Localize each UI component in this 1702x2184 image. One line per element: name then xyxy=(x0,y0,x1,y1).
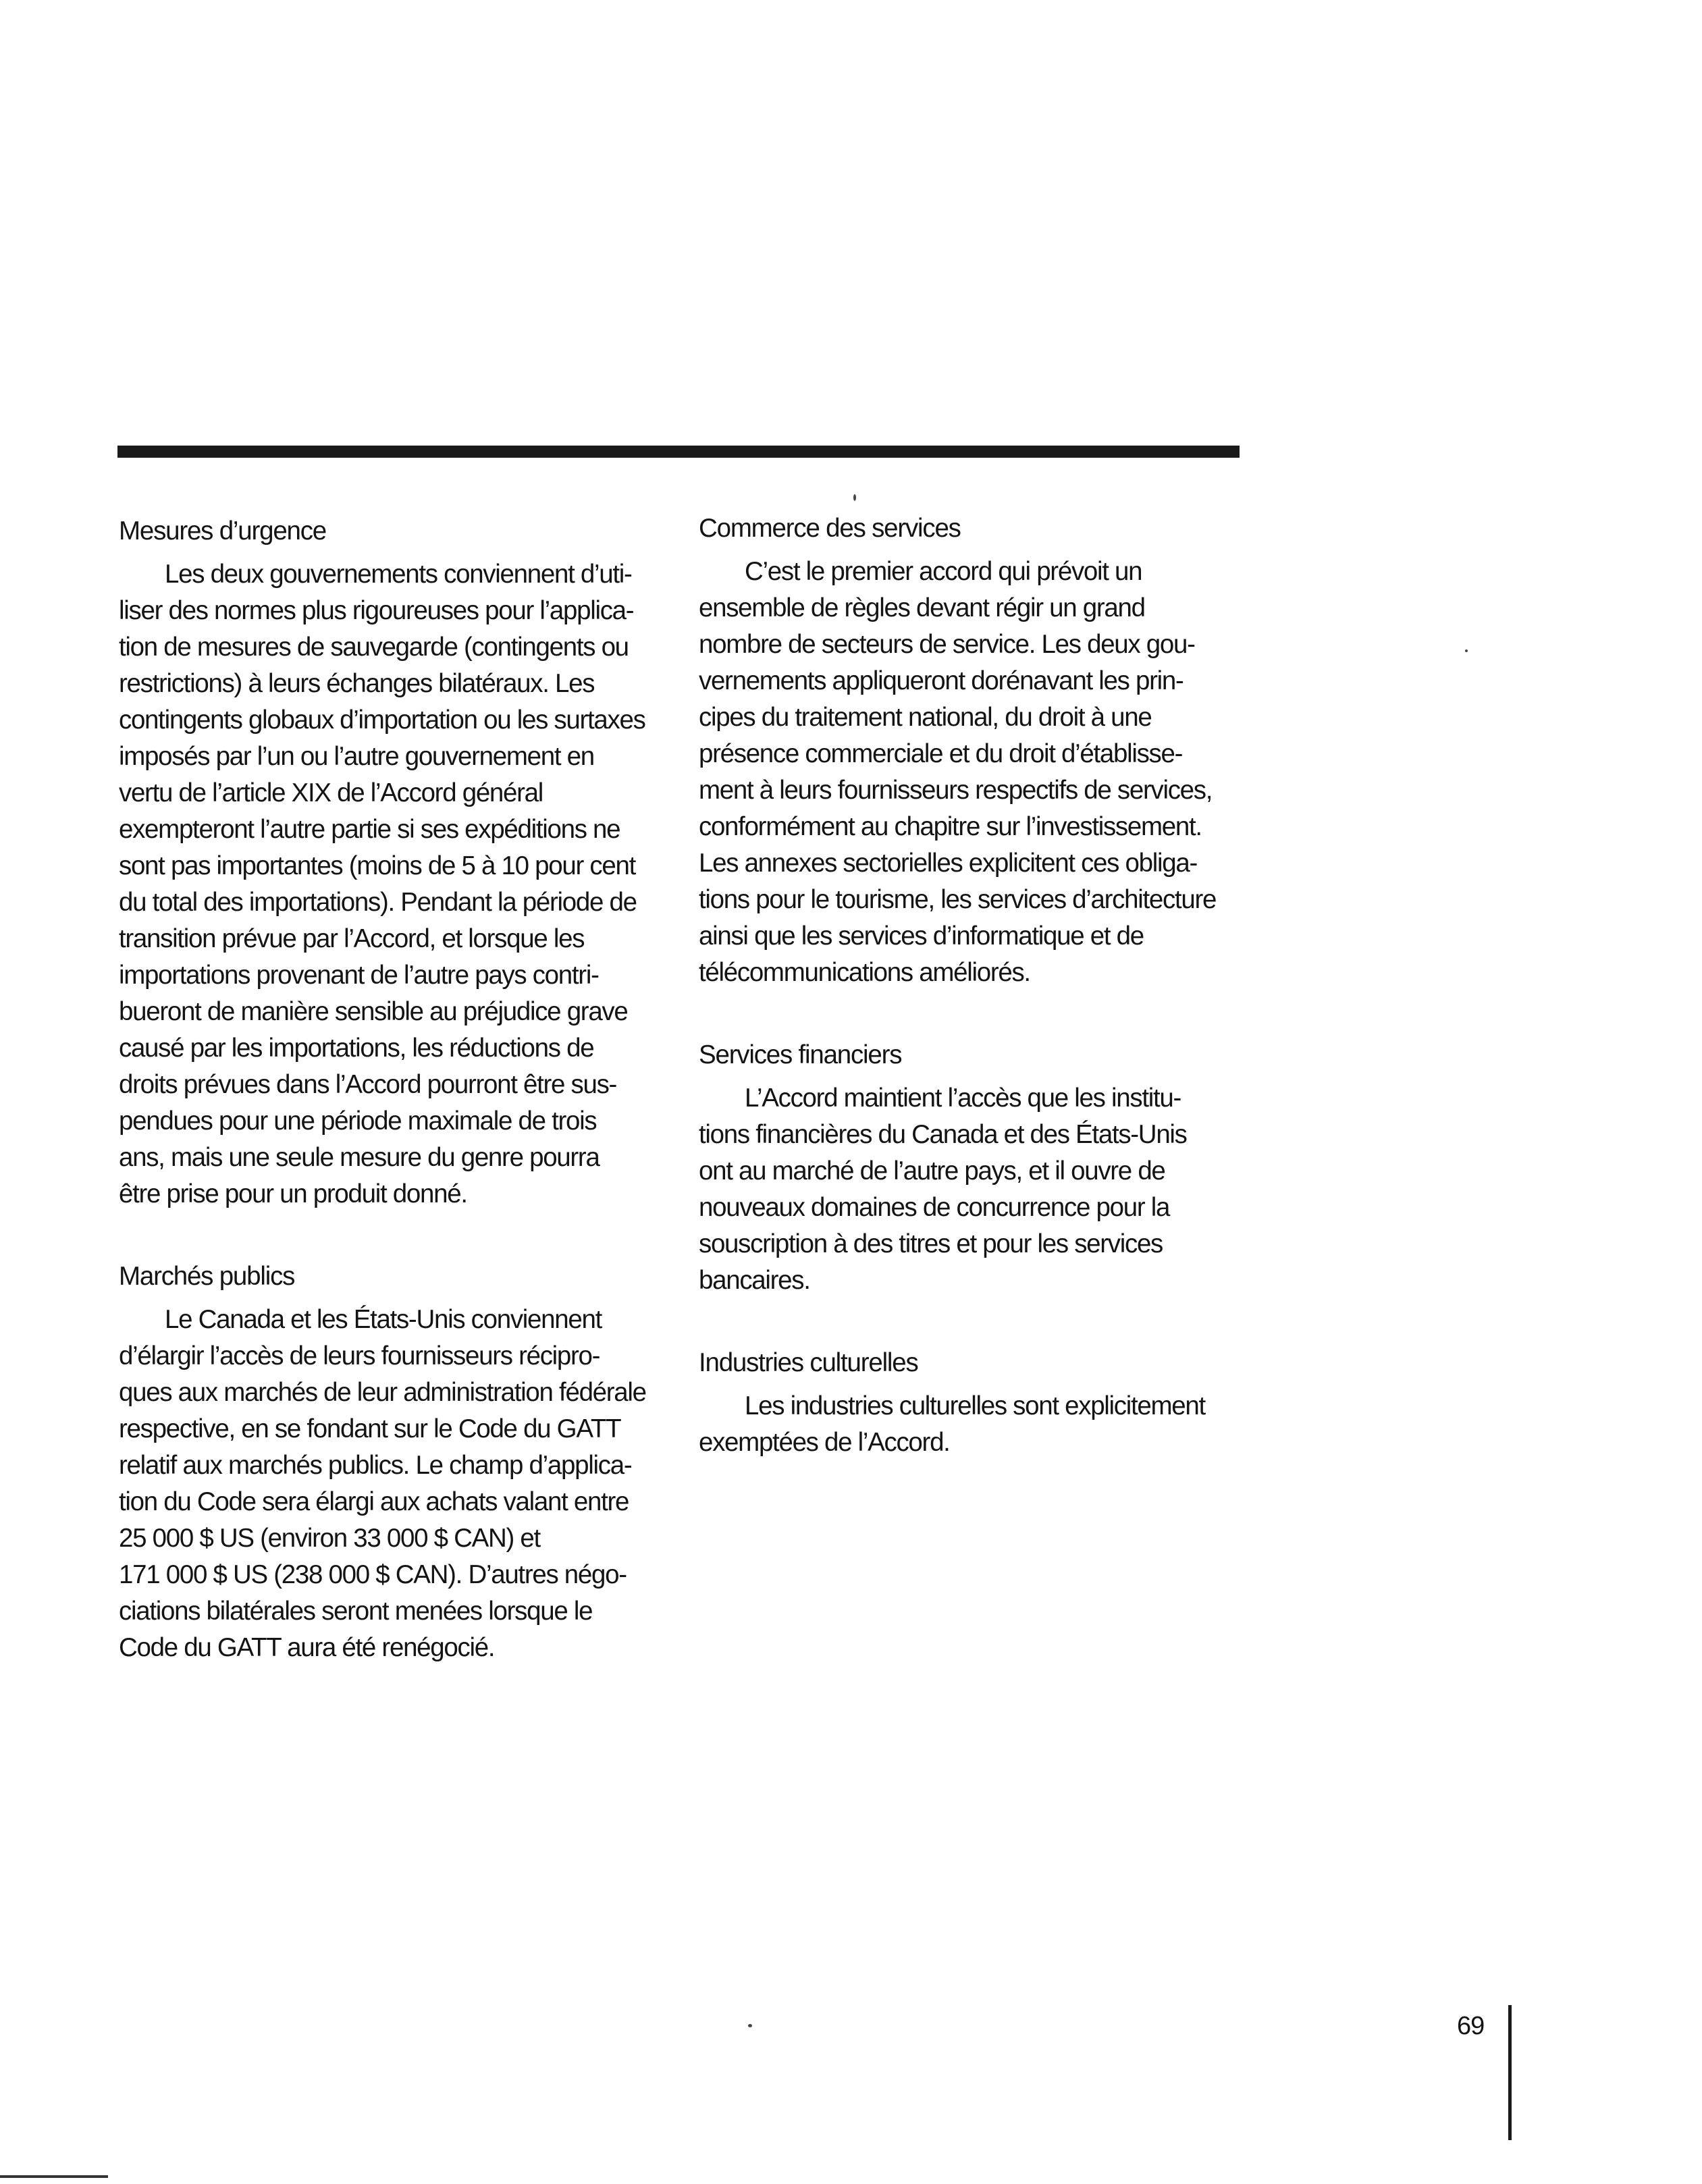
text-line: transition prévue par l’Accord, et lorsque les xyxy=(119,924,585,953)
bottom-left-rule xyxy=(0,2175,108,2178)
scan-speck xyxy=(853,494,856,501)
text-line: du total des importations). Pendant la période de xyxy=(119,888,637,917)
text-line: bueront de manière sensible au préjudice grave xyxy=(119,997,628,1026)
text-line: 171 000 $ US (238 000 $ CAN). D’autres négo- xyxy=(119,1560,627,1589)
text-line: exemptées de l’Accord. xyxy=(699,1428,950,1457)
section-services-financiers xyxy=(699,1037,1273,1299)
text-line: présence commerciale et du droit d’établisse- xyxy=(699,739,1183,768)
text-line: vernements appliqueront dorénavant les prin- xyxy=(699,666,1184,695)
text-line: relatif aux marchés publics. Le champ d’applica- xyxy=(119,1451,632,1480)
text-line: ciations bilatérales seront menées lorsque le xyxy=(119,1597,593,1626)
text-line: ans, mais une seule mesure du genre pourra xyxy=(119,1143,600,1172)
right-column xyxy=(699,510,1273,1507)
text-line: C’est le premier accord qui prévoit un xyxy=(745,557,1142,586)
text-line: Les deux gouvernements conviennent d’uti- xyxy=(165,560,632,589)
section-heading: Industries culturelles xyxy=(699,1348,918,1377)
text-line: importations provenant de l’autre pays contri- xyxy=(119,961,599,990)
text-line: bancaires. xyxy=(699,1266,810,1295)
text-line: tion du Code sera élargi aux achats valant entre xyxy=(119,1487,629,1516)
section-heading: Commerce des services xyxy=(699,514,961,543)
text-line: droits prévues dans l’Accord pourront être sus- xyxy=(119,1070,617,1099)
text-line: nouveaux domaines de concurrence pour la xyxy=(699,1193,1170,1222)
text-line: respective, en se fondant sur le Code du GATT xyxy=(119,1414,621,1443)
top-rule xyxy=(117,446,1240,458)
text-line: souscription à des titres et pour les services xyxy=(699,1229,1163,1258)
text-line: nombre de secteurs de service. Les deux gou- xyxy=(699,630,1195,659)
section-mesures-urgence xyxy=(119,513,693,1213)
text-line: être prise pour un produit donné. xyxy=(119,1179,467,1208)
text-line: L’Accord maintient l’accès que les institu- xyxy=(745,1084,1181,1113)
section-paragraph xyxy=(699,554,1273,991)
scan-speck xyxy=(748,2024,752,2027)
text-line: exempteront l’autre partie si ses expéditions ne xyxy=(119,815,620,844)
section-paragraph xyxy=(699,1080,1273,1299)
section-commerce-services xyxy=(699,510,1273,991)
text-line: pendues pour une période maximale de trois xyxy=(119,1107,597,1136)
text-line: Les industries culturelles sont explicitement xyxy=(745,1391,1205,1420)
section-paragraph xyxy=(699,1388,1273,1461)
text-line: restrictions) à leurs échanges bilatéraux. Les xyxy=(119,669,595,698)
text-line: liser des normes plus rigoureuses pour l’applica- xyxy=(119,596,634,625)
section-paragraph xyxy=(119,556,693,1213)
text-line: ment à leurs fournisseurs respectifs de services, xyxy=(699,776,1213,805)
text-line: contingents globaux d’importation ou les surtaxes xyxy=(119,705,645,735)
text-line: sont pas importantes (moins de 5 à 10 pour cent xyxy=(119,851,635,880)
section-marches-publics xyxy=(119,1258,693,1666)
text-line: conformément au chapitre sur l’investissement. xyxy=(699,812,1202,841)
page-number: 69 xyxy=(1457,2012,1485,2040)
text-line: tions pour le tourisme, les services d’architecture xyxy=(699,885,1217,914)
section-heading: Marchés publics xyxy=(119,1262,295,1291)
text-line: ont au marché de l’autre pays, et il ouvre de xyxy=(699,1156,1165,1186)
scan-speck xyxy=(1465,649,1468,652)
text-line: vertu de l’article XIX de l’Accord général xyxy=(119,778,543,807)
text-line: d’élargir l’accès de leurs fournisseurs récipro- xyxy=(119,1341,600,1370)
section-paragraph xyxy=(119,1302,693,1666)
text-line: ques aux marchés de leur administration fédérale xyxy=(119,1378,646,1407)
section-heading: Mesures d’urgence xyxy=(119,516,327,545)
text-line: causé par les importations, les réductions de xyxy=(119,1034,594,1063)
text-line: ensemble de règles devant régir un grand xyxy=(699,593,1145,622)
text-line: tion de mesures de sauvegarde (contingents ou xyxy=(119,633,629,662)
section-industries-culturelles xyxy=(699,1345,1273,1461)
text-line: cipes du traitement national, du droit à une xyxy=(699,703,1152,732)
text-line: télécommunications améliorés. xyxy=(699,958,1030,987)
text-line: 25 000 $ US (environ 33 000 $ CAN) et xyxy=(119,1524,540,1553)
section-heading: Services financiers xyxy=(699,1040,902,1069)
margin-bar xyxy=(1508,2005,1512,2140)
left-column xyxy=(119,513,693,1712)
text-line: Les annexes sectorielles explicitent ces obliga- xyxy=(699,849,1197,878)
text-line: ainsi que les services d’informatique et de xyxy=(699,922,1144,951)
text-line: Code du GATT aura été renégocié. xyxy=(119,1633,495,1662)
text-line: Le Canada et les États-Unis conviennent xyxy=(165,1305,602,1334)
text-line: imposés par l’un ou l’autre gouvernement en xyxy=(119,742,594,771)
text-line: tions financières du Canada et des États-Unis xyxy=(699,1120,1187,1149)
